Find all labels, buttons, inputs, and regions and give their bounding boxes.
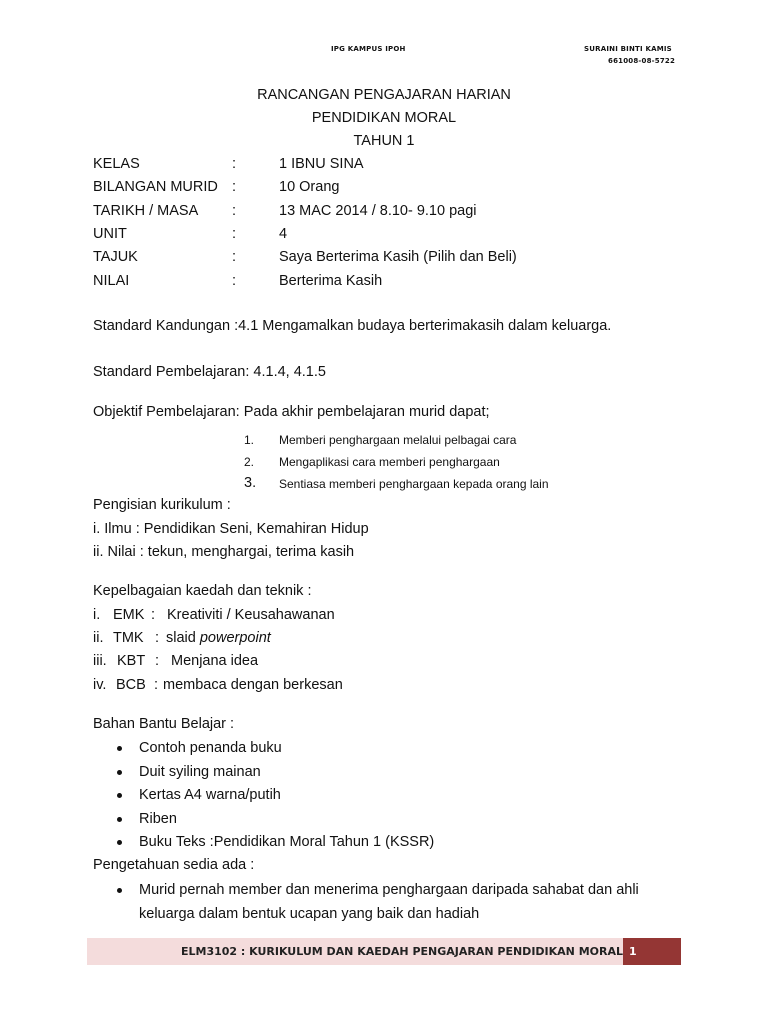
objektif-item: Sentiasa memberi penghargaan kepada orang lain [279, 477, 549, 491]
kaedah-text: membaca dengan berkesan [163, 677, 343, 693]
kurikulum-ilmu: i. Ilmu : Pendidikan Seni, Kemahiran Hidup [93, 521, 369, 537]
info-label: UNIT [93, 226, 127, 242]
header-id: 661008-08-5722 [608, 57, 676, 65]
kaedah-italic: powerpoint [199, 630, 271, 646]
bullet-icon [117, 793, 122, 798]
bullet-icon [117, 817, 122, 822]
objektif-item: Mengaplikasi cara memberi penghargaan [279, 455, 500, 469]
info-sep: : [232, 203, 237, 219]
objektif-heading: Objektif Pembelajaran: Pada akhir pembelajaran murid dapat; [93, 404, 490, 420]
kurikulum-heading: Pengisian kurikulum : [93, 497, 231, 513]
info-label: KELAS [93, 156, 140, 172]
bullet-icon [117, 770, 122, 775]
info-label: TARIKH / MASA [93, 203, 199, 219]
doc-year: TAHUN 1 [353, 133, 415, 149]
doc-subject: PENDIDIKAN MORAL [311, 110, 457, 126]
page-number: 1 [623, 938, 681, 965]
kaedah-num: ii. [93, 630, 104, 646]
info-value: Saya Berterima Kasih (Pilih dan Beli) [279, 249, 517, 265]
info-value: Berterima Kasih [279, 273, 383, 289]
bahan-item: Duit syiling mainan [139, 764, 261, 780]
info-value: 1 IBNU SINA [279, 156, 364, 172]
pengetahuan-line: Murid pernah member dan menerima penghargaan daripada sahabat dan ahli [139, 882, 639, 898]
doc-title: RANCANGAN PENGAJARAN HARIAN [257, 87, 511, 103]
pengetahuan-line: keluarga dalam bentuk ucapan yang baik dan hadiah [139, 906, 480, 922]
info-value: 10 Orang [279, 179, 340, 195]
bahan-item: Kertas A4 warna/putih [139, 787, 281, 803]
info-label: NILAI [93, 273, 130, 289]
bullet-icon [117, 888, 122, 893]
bahan-item: Buku Teks :Pendidikan Moral Tahun 1 (KSSR) [139, 834, 435, 850]
info-sep: : [232, 179, 237, 195]
kaedah-code: KBT [117, 653, 146, 669]
header-author: SURAINI BINTI KAMIS [584, 45, 672, 53]
kaedah-text: Menjana idea [171, 653, 259, 669]
kaedah-sep: : [151, 607, 156, 623]
objektif-num: 1. [244, 433, 255, 447]
info-label: BILANGAN MURID [93, 179, 218, 195]
objektif-item: Memberi penghargaan melalui pelbagai cara [279, 433, 517, 447]
info-sep: : [232, 273, 237, 289]
kaedah-code: BCB [116, 677, 146, 693]
objektif-num: 2. [244, 455, 255, 469]
standard-kandungan: Standard Kandungan :4.1 Mengamalkan budaya berterimakasih dalam keluarga. [93, 318, 612, 334]
kaedah-text: Kreativiti / Keusahawanan [167, 607, 335, 623]
objektif-num: 3. [244, 475, 257, 491]
bahan-item: Riben [139, 811, 177, 827]
kaedah-num: iv. [93, 677, 107, 693]
pengetahuan-heading: Pengetahuan sedia ada : [93, 857, 255, 873]
kaedah-text: slaid powerpoint [166, 630, 271, 646]
info-sep: : [232, 226, 237, 242]
info-value: 13 MAC 2014 / 8.10- 9.10 pagi [279, 203, 477, 219]
kaedah-code: EMK [113, 607, 145, 623]
info-sep: : [232, 156, 237, 172]
kaedah-num: i. [93, 607, 101, 623]
bahan-item: Contoh penanda buku [139, 740, 282, 756]
kaedah-sep: : [155, 630, 160, 646]
kaedah-sep: : [155, 653, 160, 669]
kaedah-num: iii. [93, 653, 107, 669]
footer-course: ELM3102 : KURIKULUM DAN KAEDAH PENGAJARAN PENDIDIKAN MORAL [180, 945, 623, 958]
info-label: TAJUK [93, 249, 138, 265]
info-value: 4 [279, 226, 288, 242]
kaedah-code: TMK [113, 630, 144, 646]
kaedah-sep: : [154, 677, 159, 693]
info-sep: : [232, 249, 237, 265]
bahan-heading: Bahan Bantu Belajar : [93, 716, 235, 732]
bullet-icon [117, 840, 122, 845]
kaedah-heading: Kepelbagaian kaedah dan teknik : [93, 583, 312, 599]
footer-bar [87, 938, 681, 965]
kurikulum-nilai: ii. Nilai : tekun, menghargai, terima kasih [93, 544, 355, 560]
header-institution: IPG KAMPUS IPOH [331, 45, 406, 53]
standard-pembelajaran: Standard Pembelajaran: 4.1.4, 4.1.5 [93, 364, 326, 380]
bullet-icon [117, 746, 122, 751]
